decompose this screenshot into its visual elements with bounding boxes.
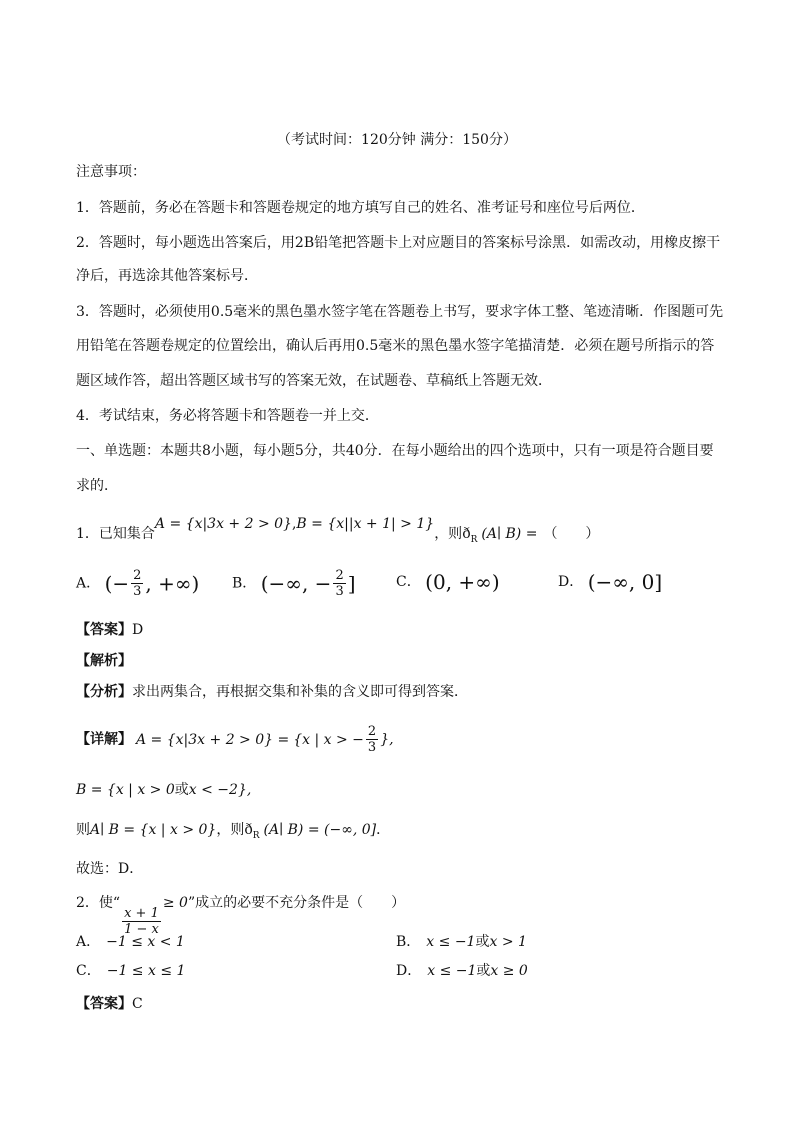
question-1-jiexi: 【解析】 [76, 653, 132, 669]
question-2-option-a: A． −1 ≤ x < 1 [76, 934, 185, 950]
set-a-def: A = {x|3x + 2 > 0} [154, 516, 292, 532]
question-1-choose: 故选：D． [76, 861, 144, 877]
question-1-prefix: 1．已知集合 [76, 526, 155, 542]
question-2-stem: 2．使“ $\frac{x + 1}{1 - x}$ ≥ 0”成立的必要不充分条件是（ ） [76, 895, 406, 937]
question-1-option-a: A． (− $\frac{2}{3}$ , +∞) [76, 568, 200, 599]
question-1-analysis: 【分析】求出两集合，再根据交集和补集的含义即可得到答案． [76, 684, 468, 700]
notice-item-4: 4．考试结束，务必将答题卡和答题卷一并上交． [76, 408, 379, 424]
question-2-option-c: C． −1 ≤ x ≤ 1 [76, 963, 186, 979]
question-1-answer: 【答案】D [76, 622, 144, 638]
notice-item-3-line-2: 用铅笔在答题卷规定的位置绘出，确认后再用0.5毫米的黑色墨水签字笔描清楚．必须在题号所指示的答 [76, 338, 715, 354]
set-b-def: B = {x||x + 1| > 1} [296, 516, 435, 532]
notice-title: 注意事项： [76, 164, 146, 180]
question-1-detail-set-b: B = {x | x > 0或x < −2}, [76, 782, 252, 798]
question-1-option-d: D． (−∞, 0] [558, 570, 663, 594]
question-1-option-c: C． (0, +∞) [396, 570, 500, 594]
notice-item-3-line-3: 题区域作答，超出答题区域书写的答案无效，在试题卷、草稿纸上答题无效． [76, 373, 552, 389]
question-2-answer: 【答案】C [76, 996, 143, 1012]
notice-item-3-line-1: 3．答题时，必须使用0.5毫米的黑色墨水签字笔在答题卷上书写，要求字体工整、笔迹清晰．作图题可先 [76, 304, 724, 320]
question-1-stem: 1．已知集合A = {x|3x + 2 > 0},B = {x||x + 1| > 1}，则$ð_R$ (A∣ B) = （ ） [76, 516, 600, 545]
exam-info: （考试时间：120分钟 满分：150分） [277, 132, 517, 148]
section-heading-line-2: 求的． [76, 478, 118, 494]
question-1-detail-result: 则A∣ B = {x | x > 0}，则$ð_R$ (A∣ B) = (−∞, 0]． [76, 822, 391, 841]
question-1-option-b: B． (−∞, − $\frac{2}{3}$ ] [232, 568, 356, 599]
question-2-option-b: B． x ≤ −1或x > 1 [396, 934, 527, 950]
notice-item-1: 1．答题前，务必在答题卡和答题卷规定的地方填写自己的姓名、准考证号和座位号后两位． [76, 200, 645, 216]
question-2-fraction: $\frac{x + 1}{1 - x}$ [124, 906, 159, 937]
section-heading-line-1: 一、单选题：本题共8小题，每小题5分，共40分．在每小题给出的四个选项中，只有一项是符合题目要 [76, 443, 714, 459]
question-2-option-d: D． x ≤ −1或x ≥ 0 [396, 963, 528, 979]
complement-symbol: ð [462, 526, 471, 542]
notice-item-2-line-2: 净后，再选涂其他答案标号． [76, 268, 258, 284]
question-1-detail: 【详解】 A = {x|3x + 2 > 0} = {x | x > − $\frac{2}{3}$ }, [76, 724, 394, 755]
notice-item-2-line-1: 2．答题时，每小题选出答案后，用2B铅笔把答题卡上对应题目的答案标号涂黑．如需改动，用橡皮擦干 [76, 235, 721, 251]
